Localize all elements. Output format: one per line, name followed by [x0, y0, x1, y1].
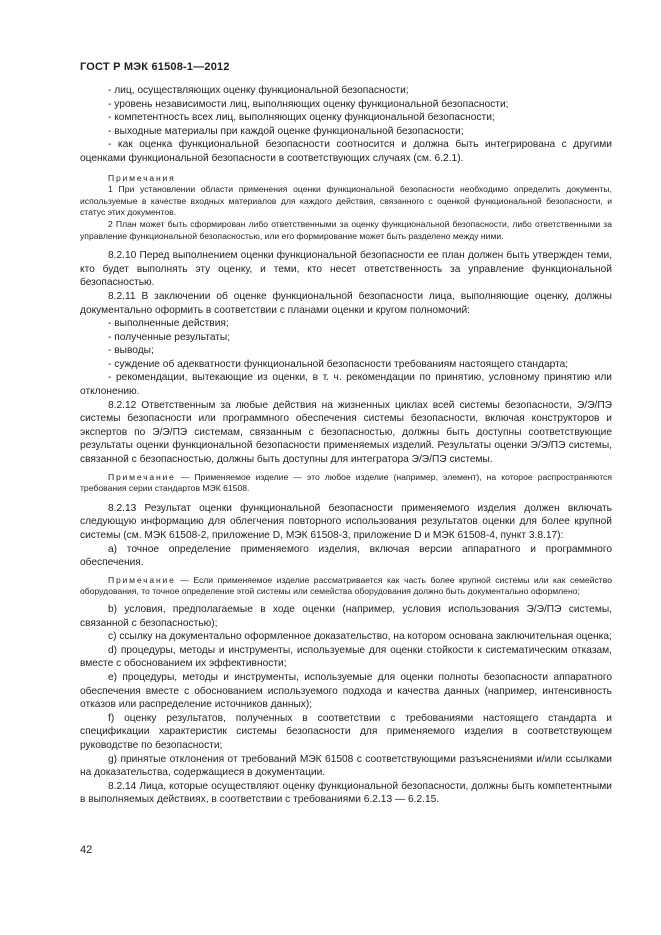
page-number: 42: [80, 844, 93, 856]
note-1: 1 При установлении области применения оценки функциональной безопасности необходимо определить документы, используемые в качестве входных материалов для каждого действия, связанного с оценкой функциональной безопасности, и статус этих документов.: [80, 184, 612, 218]
paragraph-8-2-13: 8.2.13 Результат оценки функциональной безопасности применяемого изделия должен включать следующую информацию для облегчения повторного использования результатов оценки для более крупной системы (см. МЭК 61508-2, приложение D, МЭК 61508-3, приложение D и МЭК 61508-4, пункт 3.8.17):: [80, 502, 612, 541]
item-g: g) принятые отклонения от требований МЭК 61508 с соответствующими разъяснениями и/или ссылками на доказательства, содержащиеся в документации.: [80, 753, 612, 779]
item-e: e) процедуры, методы и инструменты, используемые для оценки полноты безопасности аппаратного обеспечения вместе с обоснованием используемого подхода и качества данных (например, интенсивность отказов или распределение источников данных);: [80, 671, 612, 711]
list-item: - компетентность всех лиц, выполняющих оценку функциональной безопасности;: [108, 112, 495, 124]
item-b: b) условия, предполагаемые в ходе оценки (например, условия использования Э/Э/ПЭ системы, связанной с безопасностью);: [80, 603, 612, 629]
note-2: 2 План может быть сформирован либо ответственными за оценку функциональной безопасности, либо ответственными за управление функциональной безопасностью, или его формирование может быть разделено между ними.: [80, 218, 612, 241]
paragraph-8-2-12: 8.2.12 Ответственным за любые действия на жизненных циклах всей системы безопасности, Э/Э/ПЭ системы безопасности или программного обеспечения системы безопасности, включая конструкторов и экспертов по Э/Э/ПЭ системам, связанным с безопасностью, должны быть доступны соответствующие результаты оценки функциональной безопасности применяемых изделий. Результаты оценки Э/Э/ПЭ системы, связанной с безопасностью, должны быть доступны для интегратора Э/Э/ПЭ системы.: [80, 399, 612, 466]
item-f: f) оценку результатов, полученных в соответствии с требованиями настоящего стандарта и спецификации характеристик системы безопасности для применяемого изделия в соответствующем руководстве по безопасности;: [80, 712, 612, 751]
list-item: - суждение об адекватности функциональной безопасности требованиям настоящего стандарта;: [108, 358, 569, 370]
paragraph-8-2-14: 8.2.14 Лица, которые осуществляют оценку функциональной безопасности, должны быть компетентными в выполняемых действиях, в соответствии с требованиями 6.2.13 — 6.2.15.: [80, 780, 612, 806]
list-item: - лиц, осуществляющих оценку функциональной безопасности;: [108, 85, 409, 96]
list-item: - выходные материалы при каждой оценке функциональной безопасности;: [108, 125, 464, 137]
list-item: - как оценка функциональной безопасности соотносится и должна быть интегрирована с другими оценками функциональной безопасности в соответствующих случаях (см. 6.2.1).: [80, 139, 612, 164]
paragraph-8-2-11: 8.2.11 В заключении об оценке функциональной безопасности лица, выполняющие оценку, должны документально оформить в соответствии с планами оценки и кругом полномочий:: [80, 290, 612, 316]
list-item: - выполненные действия;: [108, 318, 229, 330]
item-a: a) точное определение применяемого изделия, включая версии аппаратного и программного обеспечения.: [80, 543, 612, 569]
notes-heading: Примечания: [108, 172, 176, 183]
page-content: [80, 84, 612, 807]
paragraph-8-2-10: 8.2.10 Перед выполнением оценки функциональной безопасности ее план должен быть утвержден теми, кто будет выполнять эту оценку, и теми, кто несет ответственность за управление функциональной безопасностью.: [80, 250, 612, 289]
list-item: - уровень независимости лиц, выполняющих оценку функциональной безопасности;: [108, 98, 509, 110]
list-item: - рекомендации, вытекающие из оценки, в т. ч. рекомендации по принятию, условному принятию или отклонению.: [80, 372, 612, 398]
item-d: d) процедуры, методы и инструменты, используемые для оценки стойкости к систематическим отказам, вместе с обоснованием их эффективности;: [80, 644, 612, 670]
list-item: - выводы;: [108, 345, 154, 357]
item-c: c) ссылку на документально оформленное доказательство, на котором основана заключительная оценка;: [108, 631, 612, 643]
page-header: ГОСТ Р МЭК 61508-1—2012: [80, 61, 230, 73]
note-larger-system: Примечание — Если применяемое изделие рассматривается как часть более крупной системы или как семейство оборудования, то точное определение этой системы или семейства оборудования должно быть документально оформлено;: [80, 574, 612, 597]
note-applied-item: Примечание — Применяемое изделие — это любое изделие (например, элемент), на которое распространяются требования серии стандартов МЭК 61508.: [80, 471, 612, 494]
list-item: - полученные результаты;: [108, 331, 231, 343]
